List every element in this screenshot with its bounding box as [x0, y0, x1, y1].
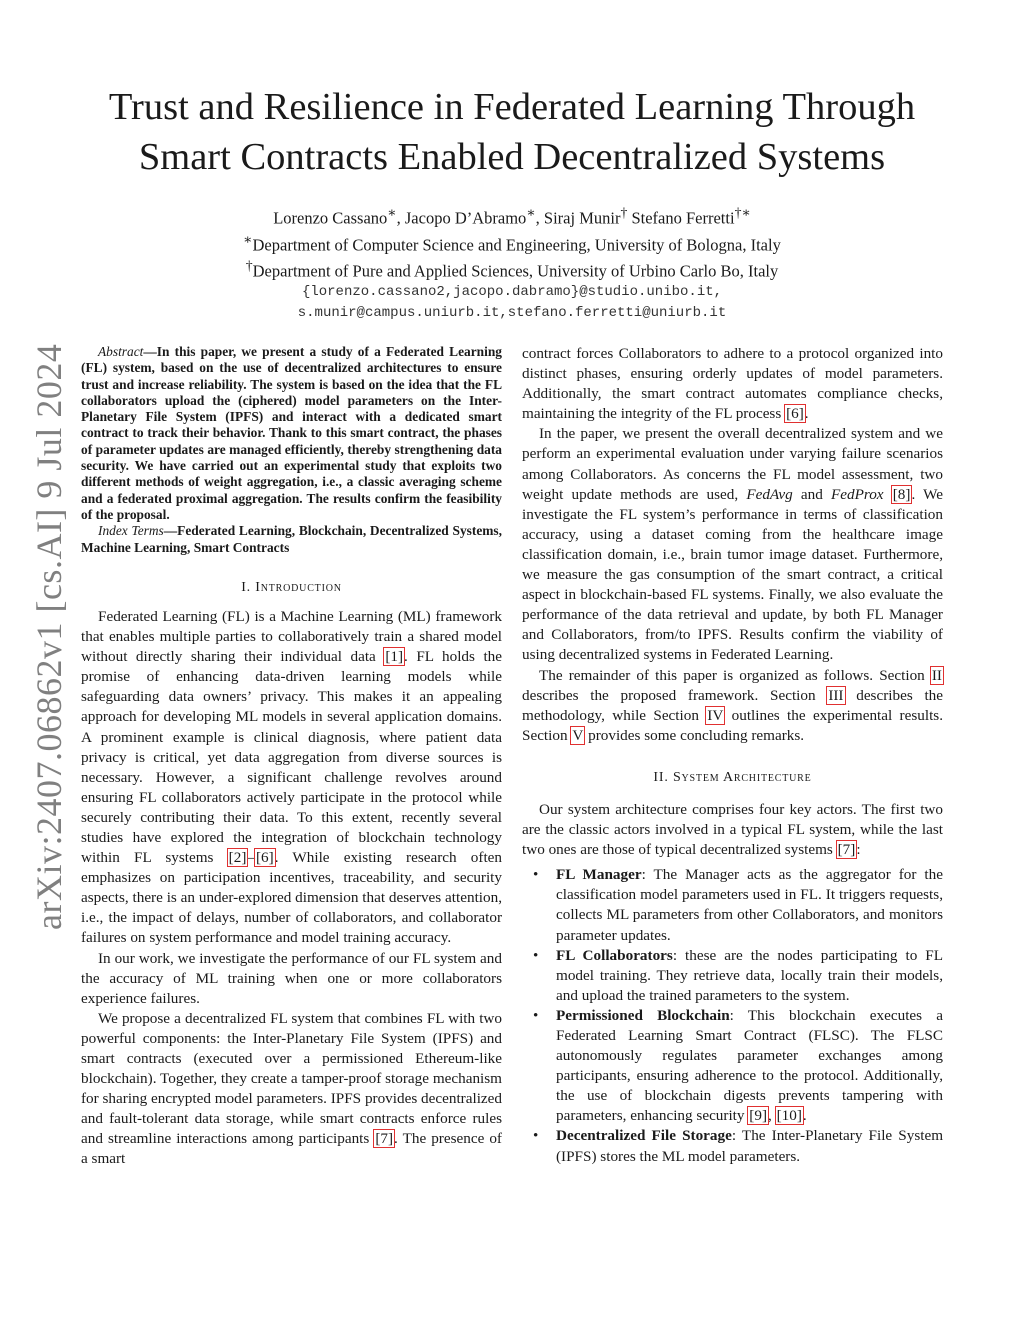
email-line-1: {lorenzo.cassano2,jacopo.dabramo}@studio.unibo.it, [301, 283, 723, 300]
bullet-icon: • [533, 1127, 539, 1145]
citation-link[interactable]: [2] [228, 849, 247, 867]
intro-paragraph-2: In our work, we investigate the performance of our FL system and the accuracy of ML training when one or more collaborators experience failures. [81, 949, 502, 1007]
section-link[interactable]: V [572, 726, 584, 744]
email-line-2: s.munir@campus.uniurb.it,stefano.ferretti@uniurb.it [297, 304, 727, 321]
section-heading-introduction: I. Introduction [241, 579, 342, 595]
section-link[interactable]: III [828, 686, 844, 704]
bullet-icon: • [533, 1006, 539, 1024]
abstract: Abstract—In this paper, we present a study of a Federated Learning (FL) system, based on the use of decentralized architectures to ensure trust and increase reliability. The system is based on the idea that the FL collaborators upload the (ciphered) model parameters on the Inter-Planetary File System (IPFS) and interact with a dedicated smart contract to track their behavior. Thank to this smart contract, the phases of parameter updates are managed efficiently, thereby strengthening data security. We have carried out an experimental study that exploits two different methods of weight aggregation, i.e., a classic averaging scheme and a federated proximal aggregation. The results confirm the feasibility of the proposal. [81, 344, 502, 522]
author-block [100, 202, 924, 324]
affiliation-1: ∗Department of Computer Science and Engineering, University of Bologna, Italy [243, 231, 781, 254]
intro-paragraph-3-continued: contract forces Collaborators to adhere to a protocol organized into distinct phases, ensuring orderly updates of model parameters. Additionally, the smart contract automates compliance checks, maintaining the integrity of the FL process [6]. [522, 345, 943, 423]
arxiv-identifier: arXiv:2407.06862v1 [cs.AI] 9 Jul 2024 [29, 343, 69, 930]
list-item: • Decentralized File Storage: The Inter-Planetary File System (IPFS) stores the ML model parameters. [533, 1127, 944, 1165]
bullet-icon: • [533, 866, 539, 884]
list-item: • FL Manager: The Manager acts as the aggregator for the classification model parameters used in FL. It triggers requests, collects ML parameters from other Collaborators, and monitors parameter updates. [533, 866, 943, 944]
affiliation-2: †Department of Pure and Applied Sciences, University of Urbino Carlo Bo, Italy [245, 258, 779, 281]
citation-link[interactable]: [7] [375, 1130, 394, 1148]
section-link[interactable]: IV [707, 706, 724, 724]
section-link[interactable]: II [931, 666, 942, 684]
section-heading-system-architecture: II. System Architecture [653, 769, 812, 785]
bullet-icon: • [533, 946, 539, 964]
actor-list [522, 865, 943, 1166]
left-column [81, 344, 502, 1170]
citation-link[interactable]: [10] [776, 1107, 802, 1125]
author-names: Lorenzo Cassano∗, Jacopo D’Abramo∗, Siraj Munir† Stefano Ferretti†∗ [273, 205, 751, 228]
citation-link[interactable]: [6] [255, 849, 274, 867]
right-column [522, 344, 943, 1167]
citation-link[interactable]: [6] [786, 405, 804, 423]
title-line-2: Smart Contracts Enabled Decentralized Systems [138, 136, 886, 178]
intro-paragraph-4: In the paper, we present the overall decentralized system and we perform an experimental evaluation under varying failure scenarios among Collaborators. As concerns the FL model assessment, two weight update methods are used, FedAvg and FedProx [8]. We investigate the FL system’s performance in terms of classification accuracy, using a dataset coming from the healthcare image classification domain, i.e., brain tumor image dataset. Furthermore, we measure the gas consumption of the smart contract, a critical aspect in blockchain-based FL systems. Finally, we also evaluate the performance of the data retrieval and update, by both FL Manager and Collaborators, from/to IPFS. Results confirm the viability of using decentralized systems in Federated Learning. [522, 425, 943, 664]
list-item: • FL Collaborators: these are the nodes participating to FL model training. They retrieve data, locally train their models, and upload the trained parameters to the system. [533, 946, 944, 1004]
intro-paragraph-5: The remainder of this paper is organized as follows. Section II describes the proposed framework. Section III describes the methodology, while Section IV outlines the experimental results. Section V provides some concluding remarks. [522, 666, 943, 744]
citation-link[interactable]: [9] [749, 1107, 768, 1125]
intro-paragraph-3: We propose a decentralized FL system that combines FL with two powerful components: the Inter-Planetary File System (IPFS) and smart contracts (executed over a permissioned Ethereum-like blockchain). Together, they create a tamper-proof storage mechanism for sharing encrypted model parameters. IPFS provides decentralized and fault-tolerant data storage, while smart contracts enforce rules and streamline interactions among participants [7]. The presence of a smart [81, 1009, 502, 1168]
citation-link[interactable]: [8] [892, 485, 911, 503]
title-line-1: Trust and Resilience in Federated Learning Through [108, 86, 916, 128]
citation-link[interactable]: [7] [837, 841, 856, 859]
index-terms: Index Terms—Federated Learning, Blockchain, Decentralized Systems, Machine Learning, Smart Contracts [81, 523, 502, 555]
list-item: • Permissioned Blockchain: This blockchain executes a Federated Learning Smart Contract (FLSC). The FLSC autonomously regulates parameter exchanges among participants, ensuring adherence to the protocol. Additionally, the use of blockchain digests prevents tampering with parameters, enhancing security [9], [10]. [533, 1006, 943, 1125]
intro-paragraph-1: Federated Learning (FL) is a Machine Learning (ML) framework that enables multiple parties to collaboratively train a shared model without directly sharing their individual data [1]. FL holds the promise of enhancing data-driven learning models while safeguarding data owners’ privacy. This makes it an appealing approach for developing ML models in several application domains. A prominent example is clinical diagnosis, where patient data privacy is critical, yet data aggregation from diverse sources is necessary. However, a significant challenge revolves around ensuring FL collaborators actively participate in the protocol while securely contributing their data. To this extent, recently several studies have explored the integration of blockchain technology within FL systems [2]–[6]. While existing research often emphasizes on participation incentives, traceability, and security aspects, there is an under-explored dimension that deserves attention, i.e., the impact of delays, number of collaborators, and collaborator failures on system performance and model training accuracy. [81, 607, 502, 947]
citation-link[interactable]: [1] [385, 648, 404, 666]
architecture-paragraph-1: Our system architecture comprises four key actors. The first two are the classic actors involved in a typical FL system, while the last two ones are those of typical decentralized systems [7]: [522, 800, 943, 859]
paper-title [60, 82, 964, 182]
